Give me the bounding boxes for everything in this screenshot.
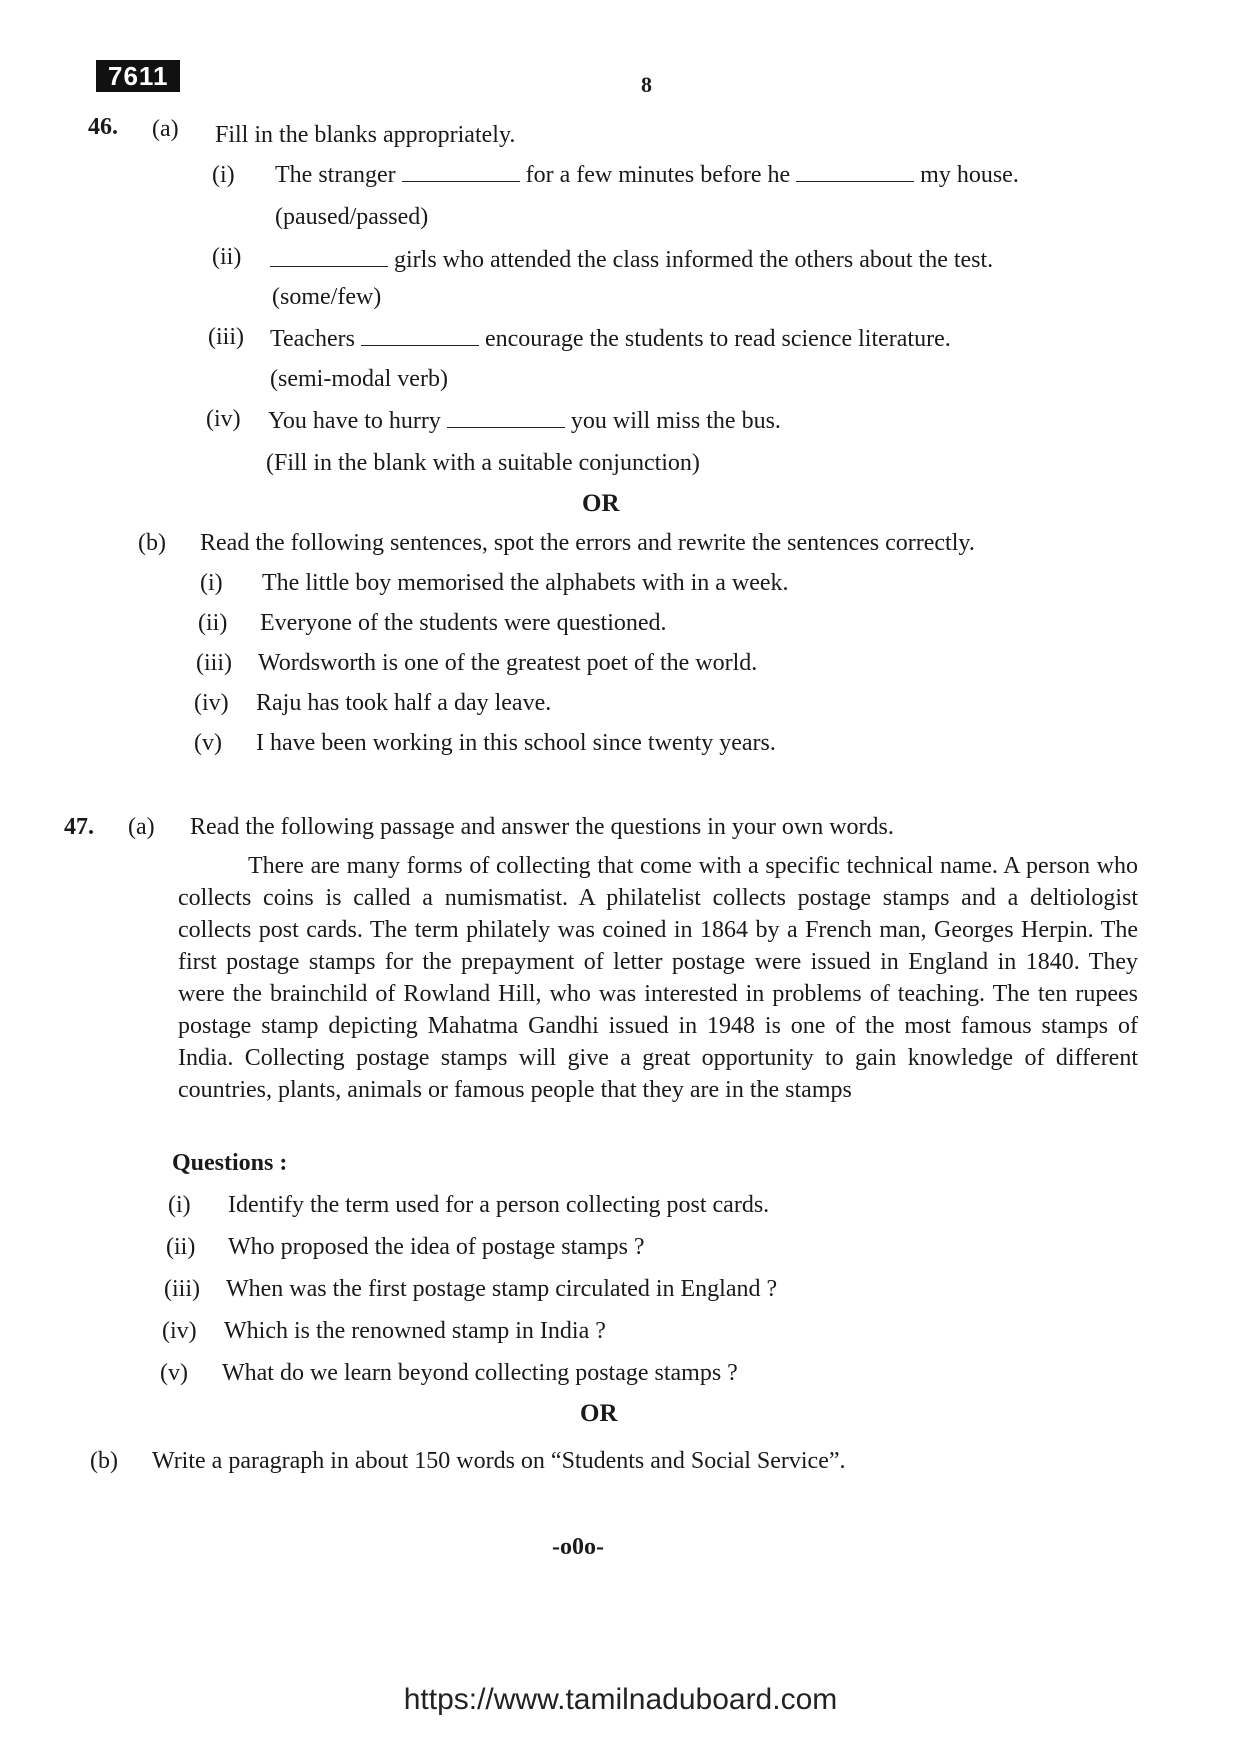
item-46b-iv-num: (iv)	[194, 690, 229, 716]
item-46a-iv-sentence	[268, 406, 781, 436]
blank-line	[402, 163, 520, 182]
item-46a-ii-num: (ii)	[212, 244, 242, 270]
question-47a-i-text: Identify the term used for a person collecting post cards.	[228, 1192, 770, 1218]
blank-line	[361, 327, 479, 346]
item-46b-v-text: I have been working in this school since twenty years.	[256, 730, 776, 756]
item-46a-i-sentence	[275, 160, 1019, 190]
item-46b-i-text: The little boy memorised the alphabets with in a week.	[262, 570, 789, 596]
or-separator-47: OR	[580, 1400, 618, 1427]
passage-text: There are many forms of collecting that come with a specific technical name. A person who collects coins is called a numismatist. A philatelist collects postage stamps and a deltiologist collects post cards. The term philately was coined in 1864 by a French man, Georges Herpin. The first postage stamps for the prepayment of letter postage were issued in England in 1840. They were the brainchild of Rowland Hill, who was interested in problems of teaching. The ten rupees postage stamp depicting Mahatma Gandhi issued in 1948 is one of the most famous stamps of India. Collecting postage stamps will give a great opportunity to gain knowledge of different countries, plants, animals or famous people that they are in the stamps	[178, 853, 1138, 1103]
item-46a-iii-hint: (semi-modal verb)	[270, 366, 448, 392]
question-47-number: 47.	[64, 814, 94, 840]
item-46b-iii-num: (iii)	[196, 650, 232, 676]
question-46a-instruction: Fill in the blanks appropriately.	[215, 122, 516, 148]
question-46b-label: (b)	[138, 530, 166, 556]
question-47b-text: Write a paragraph in about 150 words on “Students and Social Service”.	[152, 1448, 846, 1474]
sentence-part: my house.	[920, 162, 1019, 188]
sentence-part: for a few minutes before he	[525, 162, 791, 188]
sentence-part: you will miss the bus.	[570, 408, 781, 434]
question-47a-ii-text: Who proposed the idea of postage stamps ?	[228, 1234, 645, 1260]
question-47a-ii-num: (ii)	[166, 1234, 196, 1260]
blank-line	[796, 163, 914, 182]
item-46a-iii-sentence	[270, 324, 951, 354]
reading-passage	[178, 850, 1138, 1106]
item-46b-v-num: (v)	[194, 730, 222, 756]
item-46b-iii-text: Wordsworth is one of the greatest poet of the world.	[258, 650, 758, 676]
question-47a-iv-num: (iv)	[162, 1318, 197, 1344]
sentence-part: encourage the students to read science literature.	[484, 326, 951, 352]
end-mark: -o0o-	[552, 1534, 604, 1560]
question-47a-i-num: (i)	[168, 1192, 191, 1218]
sentence-part: Teachers	[270, 326, 355, 352]
blank-line	[270, 248, 388, 267]
item-46a-iv-num: (iv)	[206, 406, 241, 432]
blank-line	[447, 409, 565, 428]
question-47a-iv-text: Which is the renowned stamp in India ?	[224, 1318, 606, 1344]
question-47b-label: (b)	[90, 1448, 118, 1474]
questions-heading: Questions :	[172, 1150, 288, 1176]
page-number: 8	[641, 72, 652, 97]
sentence-part: The stranger	[275, 162, 396, 188]
item-46a-i-hint: (paused/passed)	[275, 204, 429, 230]
sentence-part: girls who attended the class informed the others about the test.	[394, 247, 994, 273]
question-47a-instruction: Read the following passage and answer the questions in your own words.	[190, 814, 894, 840]
question-46a-label: (a)	[152, 116, 179, 142]
footer-url: https://www.tamilnaduboard.com	[403, 1683, 838, 1716]
paper-code-badge: 7611	[96, 60, 180, 92]
or-separator-46: OR	[582, 490, 620, 517]
item-46a-iii-num: (iii)	[208, 324, 244, 350]
question-47a-iii-text: When was the first postage stamp circulated in England ?	[226, 1276, 778, 1302]
question-47a-iii-num: (iii)	[164, 1276, 200, 1302]
item-46b-i-num: (i)	[200, 570, 223, 596]
question-47a-v-num: (v)	[160, 1360, 188, 1386]
question-46-number: 46.	[88, 114, 118, 140]
question-47a-label: (a)	[128, 814, 155, 840]
sentence-part: You have to hurry	[268, 408, 441, 434]
item-46a-iv-hint: (Fill in the blank with a suitable conjunction)	[266, 450, 700, 476]
item-46a-ii-sentence	[270, 245, 993, 275]
question-47a-v-text: What do we learn beyond collecting postage stamps ?	[222, 1360, 738, 1386]
item-46a-i-num: (i)	[212, 162, 235, 188]
item-46b-ii-num: (ii)	[198, 610, 228, 636]
item-46a-ii-hint: (some/few)	[272, 284, 382, 310]
question-46b-instruction: Read the following sentences, spot the errors and rewrite the sentences correctly.	[200, 530, 975, 556]
item-46b-iv-text: Raju has took half a day leave.	[256, 690, 552, 716]
item-46b-ii-text: Everyone of the students were questioned.	[260, 610, 667, 636]
